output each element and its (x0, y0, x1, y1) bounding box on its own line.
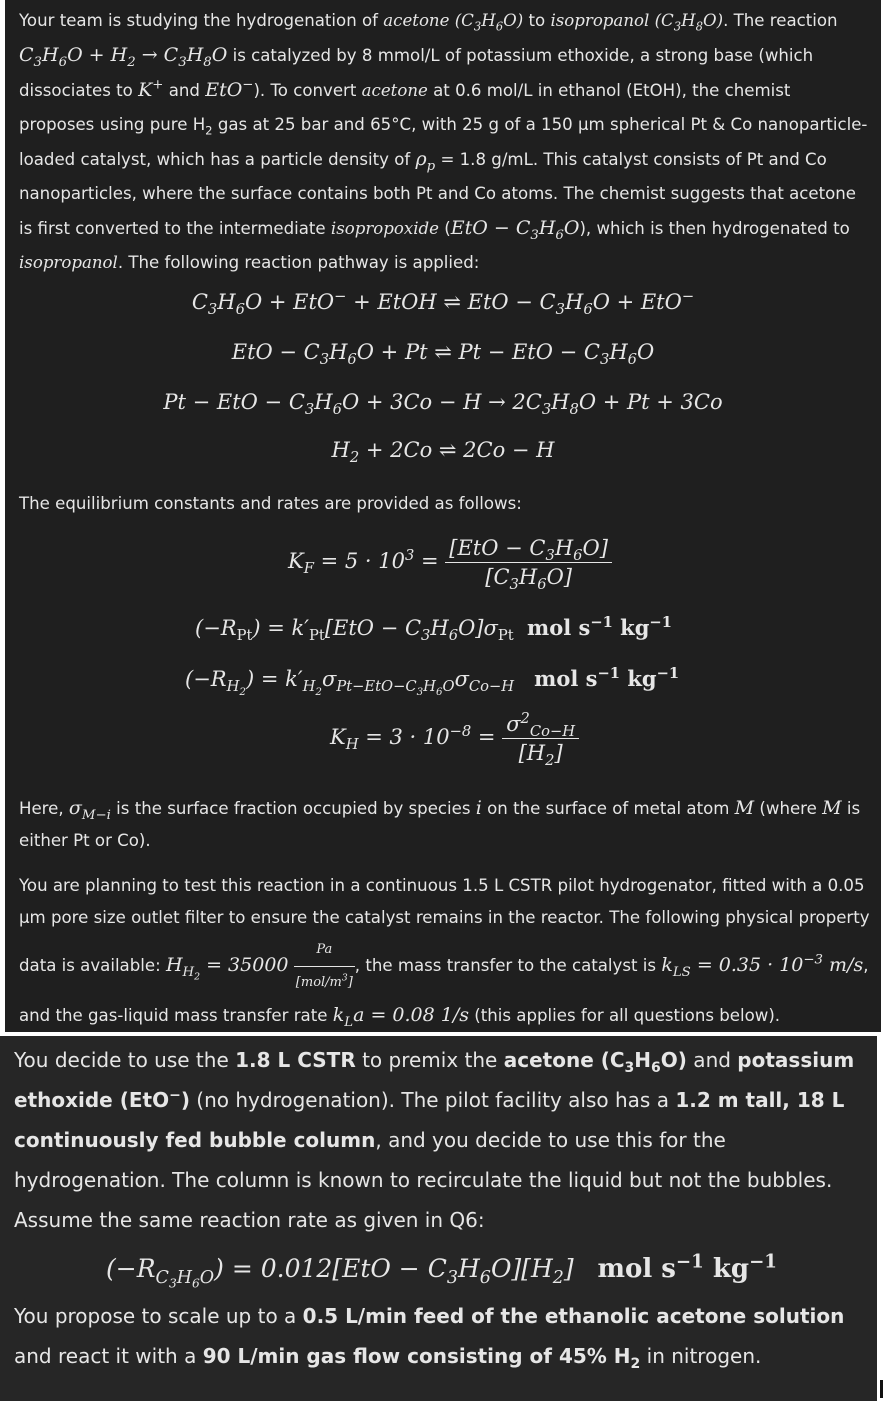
cstr-paragraph: You are planning to test this reaction in a continuous 1.5 L CSTR pilot hydrogenator, fitted with a 0.05 µm pore size outlet filter to ensure the catalyst remains in the reactor. The following physical property data is available: $H_{H_2} = 35000$ $\frac{Pa}{[mol/m^3]}$ , the mass transfer to the catalyst is $k_{LS} = 0.35 \cdot 10^{-3}$ m/s, and the gas-liquid mass transfer rate $k_La = 0.08$ 1/s (this applies for all questions below). (19, 876, 870, 1030)
pathway-step-4: $H_2 + 2Co$ ⇌ 2Co − H (331, 438, 555, 467)
surface-fraction-note: Here, $\sigma_{M-i}$ is the surface fraction occupied by species i on the surface of metal atom M (where M is either Pt or Co). (19, 797, 861, 850)
question-panel (0, 1036, 877, 1401)
problem-statement-panel (5, 0, 881, 1032)
kh-equation: $K_H = 3 \cdot 10^{-8}$ = $\frac{\sigma^2_{Co-H}}{[H_2]}$ (330, 712, 579, 765)
pathway-step-3: Pt − EtO − $C_3H_6O + 3Co - H \to 2C_3H_8O + Pt + 3Co$ (163, 390, 723, 419)
rate-pt-equation: $(-R_{Pt}) = k'_{Pt}[EtO - C_3H_6O]\sigma_{Pt}$ mol $s^{-1}$ $kg^{-1}$ (195, 614, 672, 645)
kf-denominator: $[C_3H_6O]$ (485, 565, 572, 594)
question-paragraph-1: You decide to use the 1.8 L CSTR to premix the acetone $(C_3H_6O)$ and potassium ethoxide (EtO−) (no hydrogenation). The pilot facility also has a 1.2 m tall, 18 L continuously fed bubble column, and you decide to use this for the hydrogenation. The column is known to recirculate the liquid but not the bubbles. Assume the same reaction rate as given in Q6: (14, 1048, 855, 1232)
kf-equation: $K_F = 5 \cdot 10^3$ = $\frac{[EtO - C_3H_6O]}{[C_3H_6O]}$ (288, 536, 612, 589)
kh-denominator: $[H_2]$ (518, 741, 563, 770)
henry-units-denominator: $[mol/m^3]$ (295, 973, 353, 990)
rate-h2-equation: $(-R_{H_2}) = k'_{H_2}\sigma_{Pt-EtO-C_3H_6O}\sigma_{Co-H}$ mol $s^{-1}$ $kg^{-1}$ (185, 665, 680, 699)
pathway-step-1: $C_3H_6O + EtO^-$ + EtOH ⇌ EtO − $C_3H_6O + EtO^-$ (191, 288, 695, 319)
intro-paragraph: Your team is studying the hydrogenation of acetone $(C_3H_6O)$ to isopropanol $(C_3H_8O)$. The reaction $C_3H_6O + H_2 \to C_3H_8O$ is catalyzed by 8 mmol/L of potassium ethoxide, a strong base (which dissociates to K+ and EtO−). To convert acetone at 0.6 mol/L in ethanol (EtOH), the chemist proposes using pure $H_2$ gas at 25 bar and 65°C, with 25 g of a 150 µm spherical Pt & Co nanoparticle-loaded catalyst, which has a particle density of $\rho_p = 1.8$ g/mL. This catalyst consists of Pt and Co nanoparticles, where the surface contains both Pt and Co atoms. The chemist suggests that acetone is first converted to the intermediate isopropoxide $(EtO - C_3H_6O)$, which is then hydrogenated to isopropanol. The following reaction pathway is applied: (19, 11, 868, 272)
kh-numerator: $\sigma^2_{Co-H}$ (502, 712, 579, 739)
text-cursor (880, 1380, 883, 1398)
pathway-step-2: EtO − $C_3H_6O + Pt$ ⇌ Pt − EtO − $C_3H_6O$ (231, 340, 655, 369)
question-paragraph-2: You propose to scale up to a 0.5 L/min feed of the ethanolic acetone solution and react it with a 90 L/min gas flow consisting of 45% $H_2$ in nitrogen. (14, 1304, 845, 1372)
henry-units-fraction (294, 934, 355, 999)
constants-intro: The equilibrium constants and rates are provided as follows: (19, 494, 522, 513)
question-rate-equation: $(-R_{C_3H_6O}) = 0.012[EtO - C_3H_6O][H_2]$ mol $s^{-1}$ $kg^{-1}$ (106, 1251, 777, 1291)
kf-numerator: $[EtO - C_3H_6O]$ (445, 536, 612, 563)
kh-fraction (502, 710, 579, 770)
henry-units-numerator: Pa (294, 934, 355, 967)
